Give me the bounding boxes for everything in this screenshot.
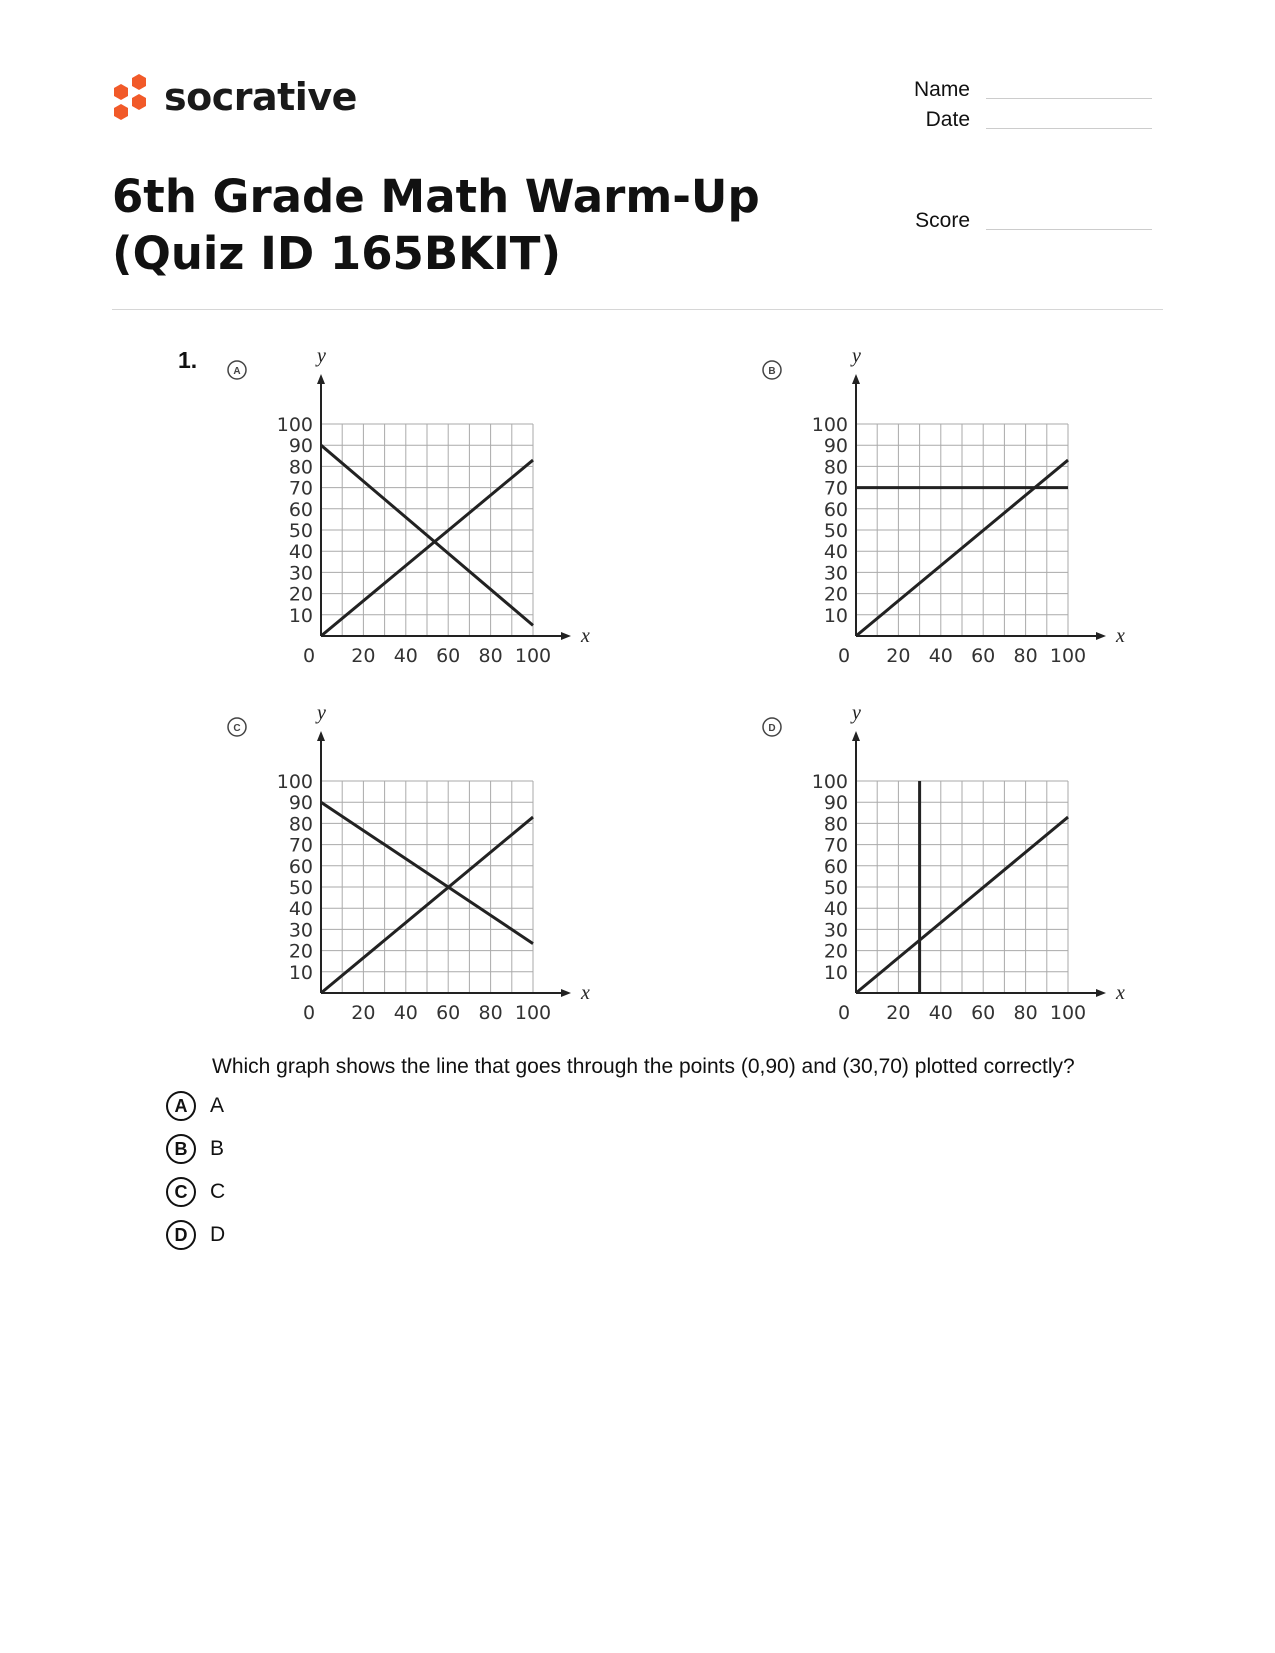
y-tick-label: 70 [823,834,848,857]
y-tick-label: 60 [823,855,848,878]
option-label: D [210,1223,226,1246]
x-axis-arrow-icon [561,989,571,997]
y-tick-label: 90 [823,792,848,815]
date-field[interactable] [850,108,1152,132]
name-field[interactable] [850,78,1152,102]
y-axis-arrow-icon [852,374,860,384]
option-label: C [210,1180,226,1203]
y-tick-label: 10 [288,961,313,984]
graph-d [750,705,1130,1025]
y-axis-label: y [317,348,326,367]
graph-c [215,705,595,1025]
y-axis-arrow-icon [852,731,860,741]
date-label: Date [925,108,970,131]
y-tick-label: 10 [823,604,848,627]
option-bubble[interactable]: D [166,1220,196,1250]
x-axis-label: x [1116,625,1125,647]
x-tick-label: 20 [351,1002,376,1024]
y-axis-label: y [852,348,861,367]
y-tick-label: 20 [288,583,313,606]
question-number: 1. [178,347,198,373]
option-d[interactable] [166,1220,225,1250]
x-tick-label: 40 [928,1002,953,1024]
x-tick-label: 100 [514,645,552,667]
y-tick-label: 40 [288,541,313,564]
y-tick-label: 50 [823,877,848,899]
y-tick-label: 90 [823,435,848,458]
y-tick-label: 10 [823,961,848,984]
y-tick-label: 60 [288,855,313,878]
y-tick-label: 10 [288,604,313,627]
score-line[interactable] [986,228,1152,230]
y-axis-arrow-icon [317,731,325,741]
y-tick-label: 90 [288,435,313,458]
name-line[interactable] [986,97,1152,99]
x-axis-arrow-icon [561,632,571,640]
option-b[interactable] [166,1134,224,1164]
question-text: Which graph shows the line that goes through the points (0,90) and (30,70) plotted correctly? [212,1055,1075,1078]
x-tick-label: 80 [478,1002,503,1024]
y-tick-label: 50 [823,520,848,542]
x-axis-label: x [581,982,590,1004]
y-tick-label: 60 [823,498,848,521]
hexagon-logo-icon [112,72,152,122]
y-tick-label: 60 [288,498,313,521]
option-label: B [210,1137,225,1160]
y-axis-label: y [852,705,861,724]
y-tick-label: 20 [288,940,313,963]
x-tick-label: 0 [302,645,316,667]
option-c[interactable] [166,1177,225,1207]
y-tick-label: 30 [823,919,848,942]
option-bubble[interactable]: B [166,1134,196,1164]
x-tick-label: 60 [971,645,996,667]
graph-b [750,348,1130,668]
x-tick-label: 20 [886,645,911,667]
y-axis-label: y [317,705,326,724]
x-tick-label: 40 [393,645,418,667]
y-tick-label: 100 [811,414,848,436]
x-tick-label: 100 [1049,1002,1087,1024]
brand-name: socrative [164,75,357,119]
x-axis-label: x [1116,982,1125,1004]
graph-a [215,348,595,668]
x-tick-label: 0 [837,1002,851,1024]
y-tick-label: 100 [811,771,848,793]
option-bubble[interactable]: C [166,1177,196,1207]
option-a[interactable] [166,1091,224,1121]
y-tick-label: 100 [276,414,313,436]
name-label: Name [913,78,970,101]
x-tick-label: 0 [302,1002,316,1024]
x-tick-label: 100 [514,1002,552,1024]
y-tick-label: 80 [288,456,313,479]
y-tick-label: 80 [823,813,848,836]
y-tick-label: 70 [823,477,848,500]
y-tick-label: 40 [288,898,313,921]
socrative-logo [112,72,357,122]
y-tick-label: 20 [823,940,848,963]
x-tick-label: 80 [478,645,503,667]
y-tick-label: 30 [288,562,313,585]
y-tick-label: 100 [276,771,313,793]
panel-label: D [768,723,776,734]
y-tick-label: 50 [288,877,313,899]
x-tick-label: 20 [886,1002,911,1024]
option-label: A [210,1094,225,1117]
x-axis-label: x [581,625,590,647]
y-tick-label: 40 [823,541,848,564]
x-tick-label: 80 [1013,1002,1038,1024]
y-axis-arrow-icon [317,374,325,384]
x-tick-label: 60 [436,645,461,667]
x-tick-label: 100 [1049,645,1087,667]
x-tick-label: 60 [436,1002,461,1024]
option-bubble[interactable]: A [166,1091,196,1121]
panel-label: A [233,366,241,377]
y-tick-label: 50 [288,520,313,542]
x-tick-label: 80 [1013,645,1038,667]
x-axis-arrow-icon [1096,632,1106,640]
x-tick-label: 60 [971,1002,996,1024]
date-line[interactable] [986,127,1152,129]
x-tick-label: 40 [393,1002,418,1024]
x-tick-label: 20 [351,645,376,667]
y-tick-label: 90 [288,792,313,815]
y-tick-label: 20 [823,583,848,606]
panel-label: C [233,723,241,734]
page-title: 6th Grade Math Warm-Up (Quiz ID 165BKIT) [112,170,760,280]
y-tick-label: 70 [288,834,313,857]
y-tick-label: 30 [288,919,313,942]
y-tick-label: 30 [823,562,848,585]
divider [112,309,1163,310]
x-tick-label: 0 [837,645,851,667]
y-tick-label: 70 [288,477,313,500]
y-tick-label: 40 [823,898,848,921]
y-tick-label: 80 [823,456,848,479]
x-tick-label: 40 [928,645,953,667]
score-field[interactable] [850,209,1152,233]
y-tick-label: 80 [288,813,313,836]
x-axis-arrow-icon [1096,989,1106,997]
panel-label: B [768,366,776,377]
score-label: Score [915,209,970,232]
